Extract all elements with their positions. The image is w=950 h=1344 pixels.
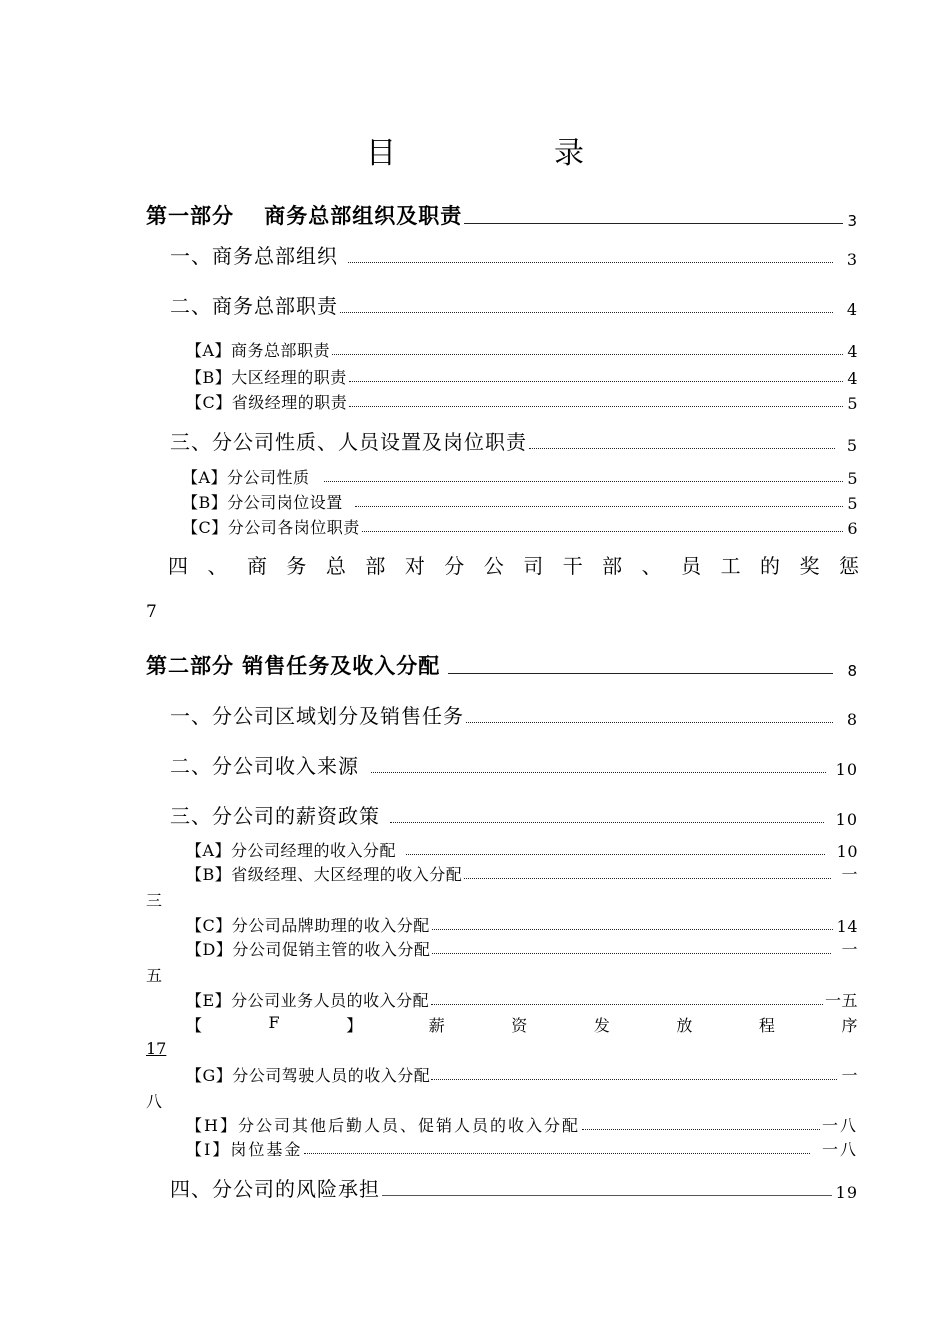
toc-char: 、 [207, 554, 229, 578]
toc-entry-p2-s3[interactable] [170, 800, 858, 829]
toc-char: 四 [168, 554, 189, 578]
toc-leader [431, 1004, 823, 1005]
toc-page: 19 [835, 1183, 858, 1202]
toc-char: 惩 [838, 554, 860, 578]
toc-entry-p2-s3g[interactable] [186, 1063, 858, 1086]
toc-char: 员 [681, 554, 703, 578]
toc-label: 【B】大区经理的职责 [186, 368, 347, 387]
toc-entry-p1-s1[interactable] [170, 240, 858, 269]
toc-char: 商 [246, 554, 268, 578]
toc-char: 放 [676, 1016, 693, 1035]
toc-page: 一 [841, 940, 858, 959]
toc-char: 、 [641, 554, 663, 578]
toc-label: 二、分公司收入来源 [170, 754, 359, 778]
toc-entry-p2-s3f[interactable] [186, 1013, 858, 1036]
toc-entry-p1-s2a[interactable] [186, 338, 858, 361]
toc-label: 一、商务总部组织 [170, 244, 338, 268]
toc-char: 的 [760, 554, 782, 578]
toc-label: 【A】分公司性质 [182, 468, 310, 487]
toc-leader [464, 878, 831, 879]
toc-page: 8 [846, 710, 858, 729]
toc-char: 发 [593, 1016, 611, 1035]
toc-page: 3 [847, 212, 858, 230]
toc-entry-p2-s1[interactable] [170, 700, 858, 729]
toc-entry-p2-s3d[interactable] [186, 937, 858, 960]
toc-page-wrap: 五 [146, 966, 163, 985]
toc-page: 10 [836, 842, 858, 861]
toc-page: 10 [835, 760, 858, 779]
toc-char: 部 [365, 554, 387, 578]
toc-label: 【B】分公司岗位设置 [182, 493, 343, 512]
toc-page: 3 [846, 250, 858, 269]
toc-entry-p2-s3i[interactable] [186, 1137, 858, 1160]
toc-char: 程 [758, 1016, 776, 1035]
toc-label: 【H】分公司其他后勤人员、促销人员的收入分配 [186, 1116, 580, 1135]
toc-page: 10 [835, 810, 858, 829]
toc-page: 5 [847, 494, 858, 513]
toc-char: 序 [841, 1016, 858, 1035]
toc-page: 一八 [821, 1116, 858, 1135]
toc-entry-p2-s3h[interactable] [186, 1113, 858, 1136]
toc-entry-p1-s3b[interactable] [182, 490, 858, 513]
toc-leader [464, 223, 843, 224]
toc-entry-p1-s3[interactable] [170, 426, 858, 455]
toc-leader [448, 673, 833, 674]
toc-char: 资 [511, 1016, 528, 1035]
toc-entry-p1-s3c[interactable] [182, 515, 858, 538]
toc-entry-p2-s3c[interactable] [186, 913, 858, 936]
toc-char: 】 [346, 1016, 363, 1035]
toc-part-1[interactable] [146, 200, 858, 230]
toc-char: 司 [523, 554, 545, 578]
toc-leader [371, 772, 826, 773]
toc-leader [390, 822, 824, 823]
toc-page: 7 [146, 602, 157, 622]
toc-entry-p2-s2[interactable] [170, 750, 858, 779]
toc-leader [304, 1153, 810, 1154]
toc-leader [349, 406, 843, 407]
toc-leader [431, 1079, 837, 1080]
toc-page: 5 [847, 394, 858, 413]
toc-leader [466, 722, 833, 723]
toc-label: 四、分公司的风险承担 [170, 1177, 380, 1201]
toc-page: 4 [847, 369, 858, 388]
toc-label: 【E】分公司业务人员的收入分配 [186, 991, 430, 1010]
toc-entry-p1-s4[interactable] [168, 550, 860, 579]
toc-label: 三、分公司性质、人员设置及岗位职责 [170, 430, 527, 454]
toc-label: 二、商务总部职责 [170, 294, 338, 318]
toc-label: 一、分公司区域划分及销售任务 [170, 704, 464, 728]
toc-label: 三、分公司的薪资政策 [170, 804, 380, 828]
toc-page: 14 [836, 917, 858, 936]
toc-char: 务 [286, 554, 308, 578]
toc-char: 公 [483, 554, 505, 578]
toc-leader [582, 1129, 820, 1130]
toc-leader [406, 854, 825, 855]
toc-page: 6 [847, 519, 858, 538]
toc-char: 对 [404, 554, 426, 578]
toc-label: 【I】岗位基金 [186, 1140, 303, 1159]
toc-page: 8 [847, 662, 858, 680]
toc-label: 【C】分公司各岗位职责 [182, 518, 360, 537]
toc-page: 4 [847, 342, 858, 361]
toc-label: 【B】省级经理、大区经理的收入分配 [186, 865, 463, 884]
toc-leader [432, 953, 831, 954]
toc-char: 总 [325, 554, 347, 578]
toc-char: 分 [444, 554, 466, 578]
toc-char: 奖 [799, 554, 821, 578]
toc-char: 【 [186, 1016, 203, 1035]
toc-page-wrap: 三 [146, 891, 163, 910]
toc-label: 【A】商务总部职责 [186, 341, 331, 360]
toc-page: 一五 [824, 991, 858, 1010]
toc-leader [362, 531, 844, 532]
toc-entry-p1-s2c[interactable] [186, 390, 858, 413]
toc-label: 【C】省级经理的职责 [186, 393, 348, 412]
toc-label: 【C】分公司品牌助理的收入分配 [186, 916, 430, 935]
page-title: 目 录 [366, 136, 648, 171]
toc-entry-p2-s3a[interactable] [186, 838, 858, 861]
toc-page: 一 [841, 1066, 858, 1085]
toc-leader [382, 1195, 832, 1196]
toc-char: 部 [602, 554, 624, 578]
toc-leader [340, 312, 833, 313]
toc-page: 5 [847, 469, 858, 488]
toc-entry-p2-s3e[interactable] [186, 988, 858, 1011]
toc-char: F [268, 1013, 281, 1032]
toc-char: 薪 [428, 1016, 446, 1035]
toc-char: 工 [720, 554, 742, 578]
toc-page: 4 [846, 300, 858, 319]
toc-page-wrap: 八 [146, 1092, 163, 1111]
toc-entry-p2-s3b[interactable] [186, 862, 858, 885]
toc-page: 17 [146, 1039, 167, 1058]
toc-label: 【A】分公司经理的收入分配 [186, 841, 397, 860]
toc-label: 第二部分 销售任务及收入分配 [146, 654, 441, 678]
toc-leader [432, 929, 833, 930]
toc-leader [324, 481, 844, 482]
toc-page: 5 [846, 436, 858, 455]
toc-page: 一八 [821, 1140, 858, 1159]
toc-label: 【D】分公司促销主管的收入分配 [186, 940, 431, 959]
toc-entry-p1-s2b[interactable] [186, 365, 858, 388]
toc-page: 一 [841, 865, 858, 884]
toc-char: 干 [562, 554, 584, 578]
toc-label: 【G】分公司驾驶人员的收入分配 [186, 1066, 431, 1085]
toc-part-2[interactable] [146, 650, 858, 680]
toc-entry-p1-s2[interactable] [170, 290, 858, 319]
toc-leader [529, 448, 835, 449]
toc-leader [332, 354, 843, 355]
toc-entry-p2-s4[interactable] [170, 1173, 858, 1202]
toc-leader [348, 262, 833, 263]
toc-entry-p1-s3a[interactable] [182, 465, 858, 488]
toc-leader [349, 381, 844, 382]
toc-label: 第一部分 商务总部组织及职责 [146, 204, 463, 228]
toc-leader [355, 506, 844, 507]
